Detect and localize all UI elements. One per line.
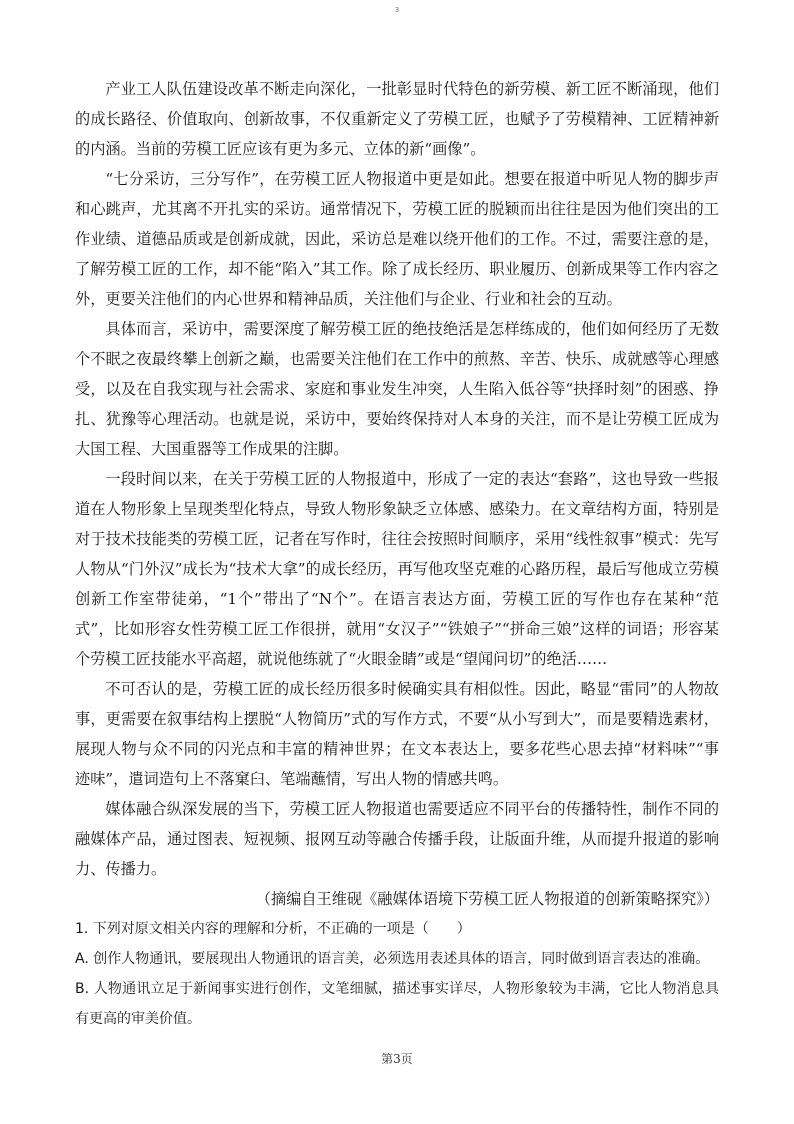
paragraph-2: “七分采访，三分写作”，在劳模工匠人物报道中更是如此。想要在报道中听见人物的脚步声和心跳声，尤其离不开扎实的采访。通常情况下，劳模工匠的脱颖而出往往是因为他们突出的工作业绩、道德品质或是创新成就，因此，采访总是难以绕开他们的工作。不过，需要注意的是，了解劳模工匠的工作，却不能“陷入”其工作。除了成长经历、职业履历、创新成果等工作内容之外，更要关注他们的内心世界和精神品质，关注他们与企业、行业和社会的互动。 (75, 170, 719, 308)
question-block (75, 914, 719, 1034)
article-body (75, 74, 719, 1034)
option-b: B. 人物通讯立足于新闻事实进行创作，文笔细腻，描述事实详尽，人物形象较为丰满，它比人物消息具有更高的审美价值。 (75, 981, 719, 1027)
page-number: 第3页 (381, 1052, 413, 1066)
paragraph-1: 产业工人队伍建设改革不断走向深化，一批彰显时代特色的新劳模、新工匠不断涌现，他们的成长路径、价值取向、创新故事，不仅重新定义了劳模工匠，也赋予了劳模精神、工匠精神新的内涵。当前的劳模工匠应该有更为多元、立体的新“画像”。 (75, 80, 719, 158)
option-a: A. 创作人物通讯，要展现出人物通讯的语言美，必须选用表述具体的语言，同时做到语言表达的准确。 (75, 951, 710, 967)
page-top-mark: 3 (394, 6, 400, 14)
paragraph-5: 不可否认的是，劳模工匠的成长经历很多时候确实具有相似性。因此，略显“雷同”的人物故事，更需要在叙事结构上摆脱“人物简历”式的写作方式，不要“从小写到大”，而是要精选素材，展现人物与众不同的闪光点和丰富的精神世界；在文本表达上，要多花些心思去掉“材料味”“事迹味”，遣词造句上不落窠臼、笔端蘸情，写出人物的情感共鸣。 (75, 680, 719, 788)
paragraph-6: 媒体融合纵深发展的当下，劳模工匠人物报道也需要适应不同平台的传播特性，制作不同的融媒体产品，通过图表、短视频、报网互动等融合传播手段，让版面升维，从而提升报道的影响力、传播力。 (75, 800, 719, 878)
paragraph-3: 具体而言，采访中，需要深度了解劳模工匠的绝技绝活是怎样练成的，他们如何经历了无数个不眠之夜最终攀上创新之巅，也需要关注他们在工作中的煎熬、辛苦、快乐、成就感等心理感受，以及在自我实现与社会需求、家庭和事业发生冲突，人生陷入低谷等“抉择时刻”的困惑、挣扎、犹豫等心理活动。也就是说，采访中，要始终保持对人本身的关注，而不是让劳模工匠成为大国工程、大国重器等工作成果的注脚。 (75, 320, 719, 458)
question-stem: 1. 下列对原文相关内容的理解和分析，不正确的一项是（ ） (75, 921, 471, 937)
article-source: （摘编自王维砚《融媒体语境下劳模工匠人物报道的创新策略探究》） (255, 890, 719, 908)
paragraph-4: 一段时间以来，在关于劳模工匠的人物报道中，形成了一定的表达“套路”，这也导致一些报道在人物形象上呈现类型化特点，导致人物形象缺乏立体感、感染力。在文章结构方面，特别是对于技术技能类的劳模工匠，记者在写作时，往往会按照时间顺序，采用“线性叙事”模式：先写人物从“门外汉”成长为“技术大拿”的成长经历，再写他攻坚克难的心路历程，最后写他成立劳模创新工作室带徒弟，“1个”带出了“N个”。在语言表达方面，劳模工匠的写作也存在某种“范式”，比如形容女性劳模工匠工作很拼，就用“女汉子”“铁娘子”“拼命三娘”这样的词语；形容某个劳模工匠技能水平高超，就说他练就了“火眼金睛”或是“望闻问切”的绝活…… (75, 470, 719, 668)
